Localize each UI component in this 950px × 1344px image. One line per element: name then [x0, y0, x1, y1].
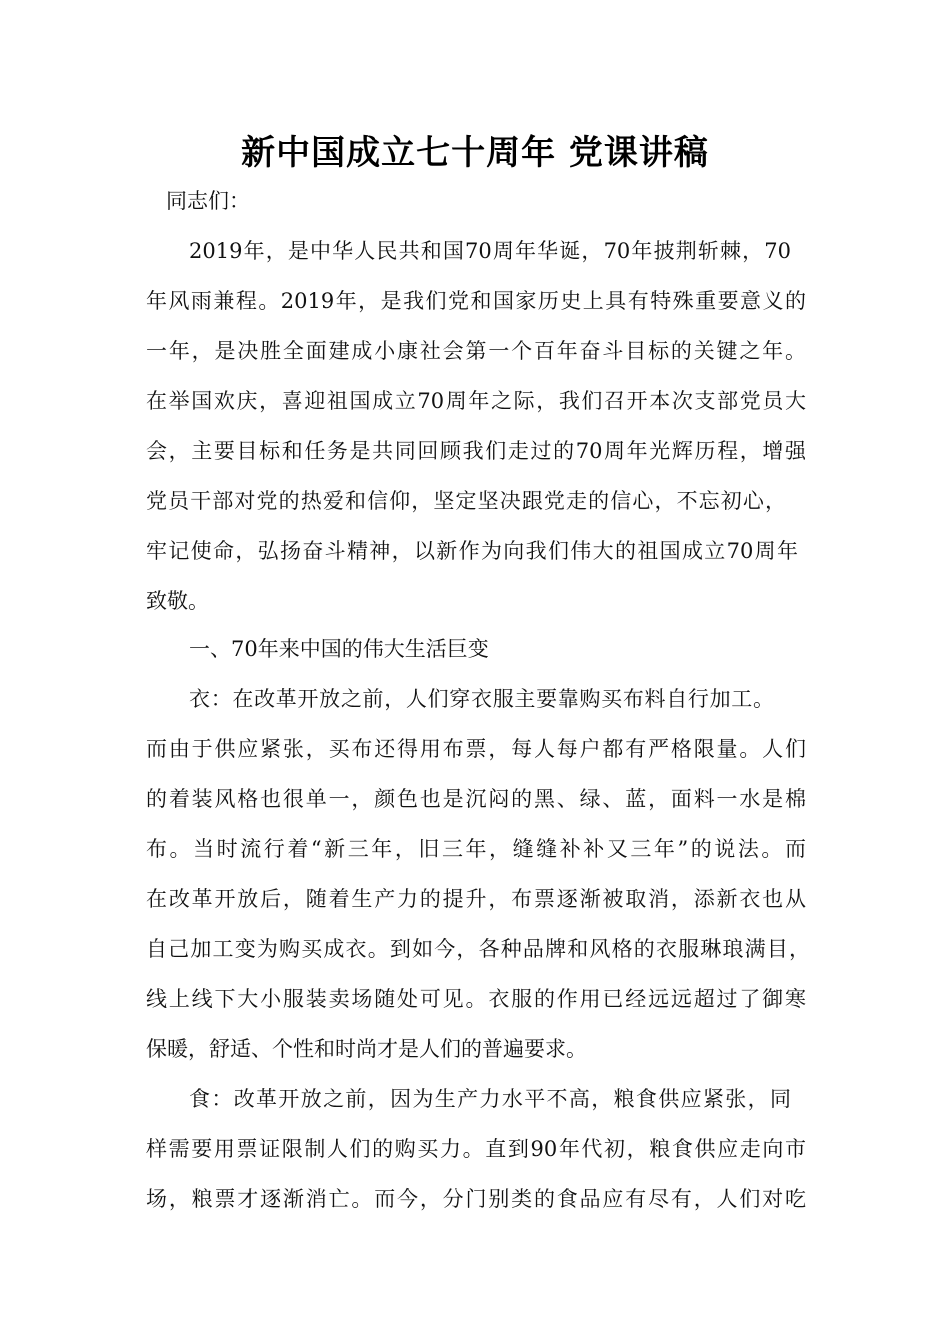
- paragraph-line: 年风雨兼程。2019年，是我们党和国家历史上具有特殊重要意义的: [146, 289, 806, 313]
- paragraph-line: 布。当时流行着“新三年，旧三年，缝缝补补又三年”的说法。而: [146, 837, 806, 861]
- paragraph-line: 自己加工变为购买成衣。到如今，各种品牌和风格的衣服琳琅满目，: [146, 937, 810, 961]
- paragraph-line: 党员干部对党的热爱和信仰，坚定坚决跟党走的信心，不忘初心，: [146, 489, 786, 513]
- document-title: 新中国成立七十周年 党课讲稿: [241, 133, 709, 173]
- paragraph-line: 而由于供应紧张，买布还得用布票，每人每户都有严格限量。人们: [146, 737, 806, 761]
- paragraph-line: 样需要用票证限制人们的购买力。直到90年代初，粮食供应走向市: [146, 1137, 806, 1161]
- paragraph-line: 致敬。: [146, 589, 209, 613]
- paragraph-line: 保暖，舒适、个性和时尚才是人们的普遍要求。: [146, 1037, 587, 1061]
- paragraph-line: 衣：在改革开放之前，人们穿衣服主要靠购买布料自行加工。: [189, 687, 774, 711]
- salutation-line: 同志们：: [166, 189, 250, 213]
- paragraph-line: 场，粮票才逐渐消亡。而今，分门别类的食品应有尽有，人们对吃: [146, 1187, 806, 1211]
- section-heading: 一、70年来中国的伟大生活巨变: [189, 637, 489, 661]
- paragraph-line: 牢记使命，弘扬奋斗精神，以新作为向我们伟大的祖国成立70周年: [146, 539, 798, 563]
- paragraph-line: 会，主要目标和任务是共同回顾我们走过的70周年光辉历程，增强: [146, 439, 806, 463]
- paragraph-line: 在举国欢庆，喜迎祖国成立70周年之际，我们召开本次支部党员大: [146, 389, 806, 413]
- paragraph-line: 的着装风格也很单一，颜色也是沉闷的黑、绿、蓝，面料一水是棉: [146, 787, 806, 811]
- paragraph-line: 2019年，是中华人民共和国70周年华诞，70年披荆斩棘，70: [189, 239, 791, 263]
- paragraph-line: 在改革开放后，随着生产力的提升，布票逐渐被取消，添新衣也从: [146, 887, 806, 911]
- paragraph-line: 一年，是决胜全面建成小康社会第一个百年奋斗目标的关键之年。: [146, 339, 806, 363]
- paragraph-line: 线上线下大小服装卖场随处可见。衣服的作用已经远远超过了御寒: [146, 987, 806, 1011]
- paragraph-line: 食：改革开放之前，因为生产力水平不高，粮食供应紧张，同: [189, 1087, 791, 1111]
